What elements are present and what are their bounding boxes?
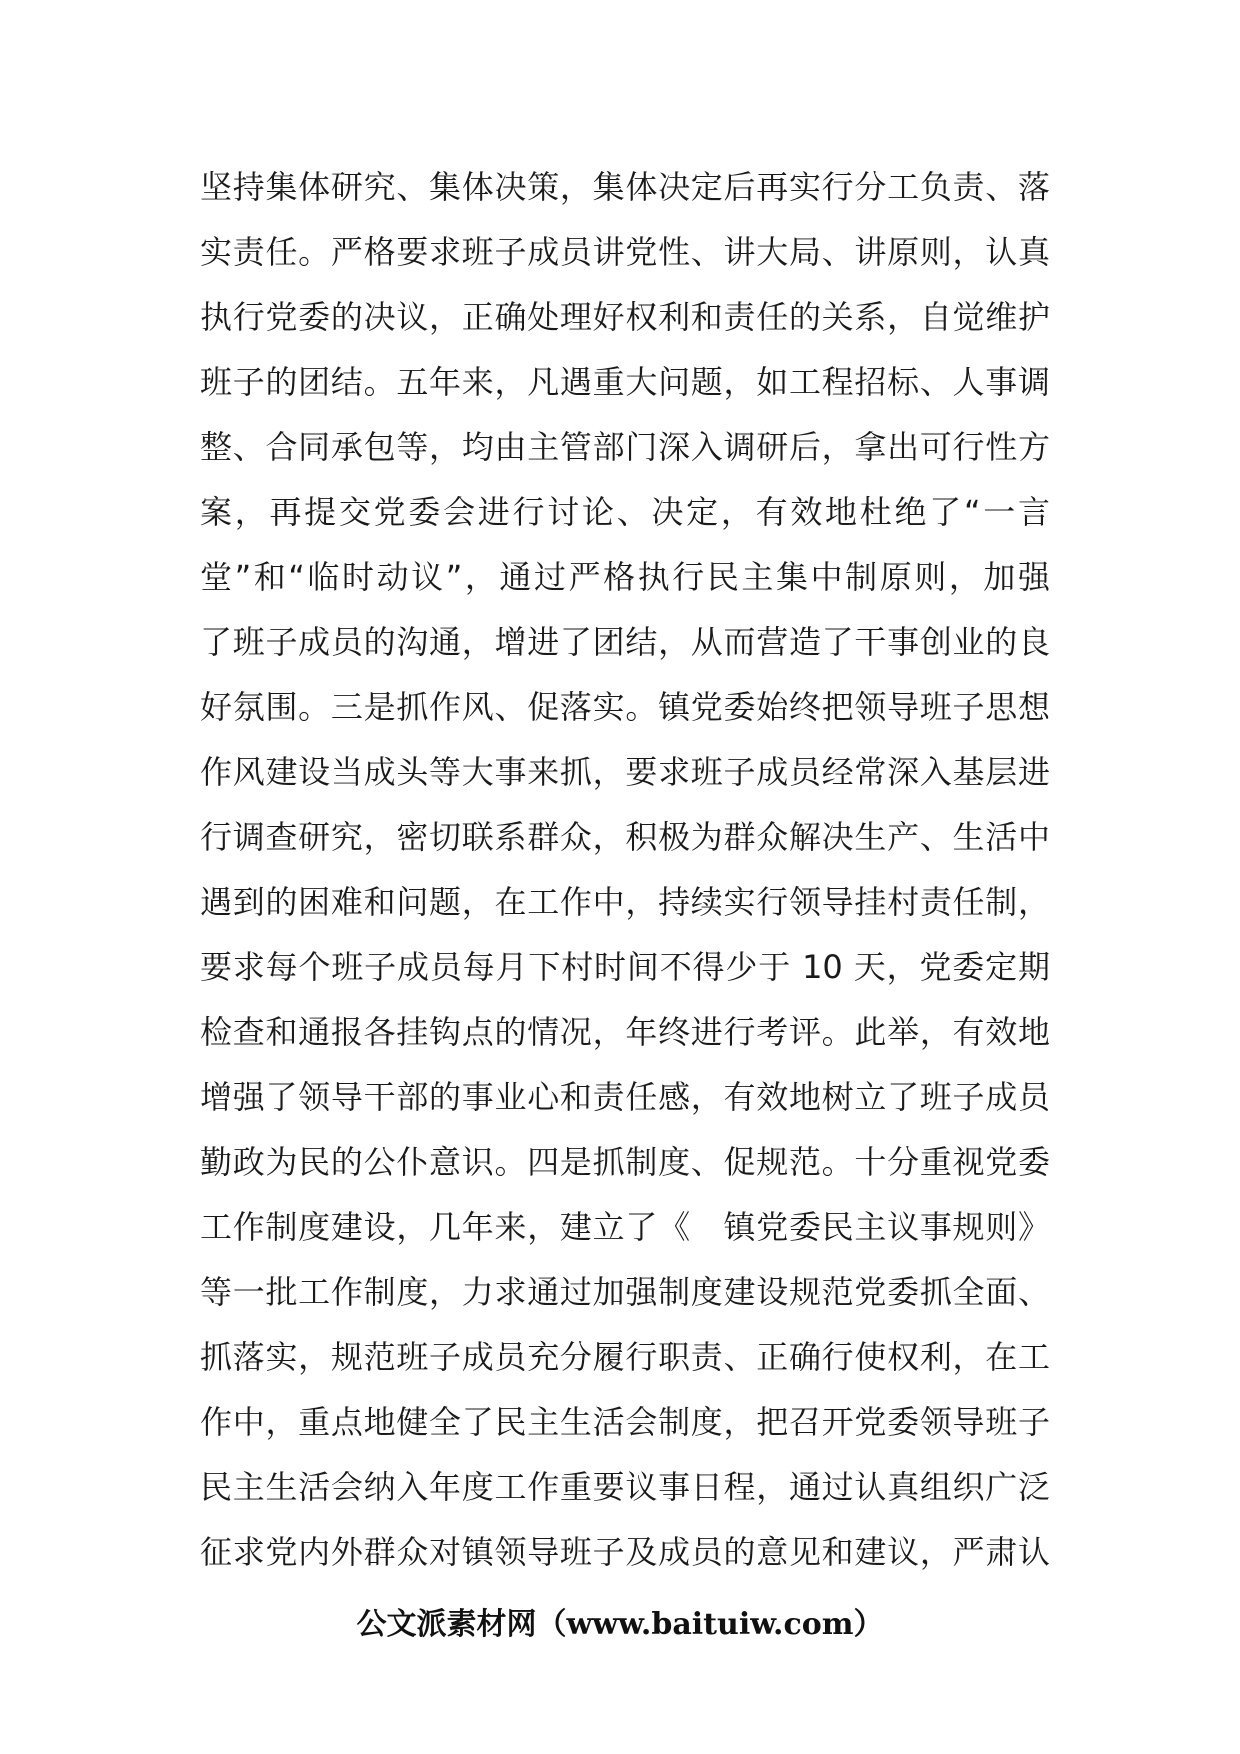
text-line: 了班子成员的沟通，增进了团结，从而营造了干事创业的良 [200,623,1050,661]
footer-watermark: 公文派素材网（www.baituiw.com） [356,1607,884,1642]
text-line: 实责任。严格要求班子成员讲党性、讲大局、讲原则，认真 [200,233,1050,271]
body-text [200,155,1050,1585]
text-line: 民主生活会纳入年度工作重要议事日程，通过认真组织广泛 [200,1468,1050,1506]
text-line: 抓落实，规范班子成员充分履行职责、正确行使权利，在工 [200,1338,1050,1376]
text-line: 检查和通报各挂钩点的情况，年终进行考评。此举，有效地 [200,1013,1050,1051]
text-line: 遇到的困难和问题，在工作中，持续实行领导挂村责任制， [200,883,1050,921]
text-line: 坚持集体研究、集体决策，集体决定后再实行分工负责、落 [200,168,1050,206]
text-line: 整、合同承包等，均由主管部门深入调研后，拿出可行性方 [200,428,1050,466]
text-line: 工作制度建设，几年来，建立了《 镇党委民主议事规则》 [200,1208,1050,1246]
text-line: 堂”和“临时动议”，通过严格执行民主集中制原则，加强 [200,558,1050,596]
text-line: 好氛围。三是抓作风、促落实。镇党委始终把领导班子思想 [200,688,1050,726]
text-line: 征求党内外群众对镇领导班子及成员的意见和建议，严肃认 [200,1533,1050,1571]
text-line: 增强了领导干部的事业心和责任感，有效地树立了班子成员 [200,1078,1050,1116]
text-line: 案，再提交党委会进行讨论、决定，有效地杜绝了“一言 [200,493,1050,531]
text-line: 行调查研究，密切联系群众，积极为群众解决生产、生活中 [200,818,1050,856]
text-line: 作风建设当成头等大事来抓，要求班子成员经常深入基层进 [200,753,1050,791]
text-line: 勤政为民的公仆意识。四是抓制度、促规范。十分重视党委 [200,1143,1050,1181]
text-line: 班子的团结。五年来，凡遇重大问题，如工程招标、人事调 [200,363,1050,401]
text-line: 作中，重点地健全了民主生活会制度，把召开党委领导班子 [200,1403,1050,1441]
text-line: 执行党委的决议，正确处理好权利和责任的关系，自觉维护 [200,298,1050,336]
text-line: 要求每个班子成员每月下村时间不得少于 10 天，党委定期 [200,948,1050,986]
text-line: 等一批工作制度，力求通过加强制度建设规范党委抓全面、 [200,1273,1050,1311]
